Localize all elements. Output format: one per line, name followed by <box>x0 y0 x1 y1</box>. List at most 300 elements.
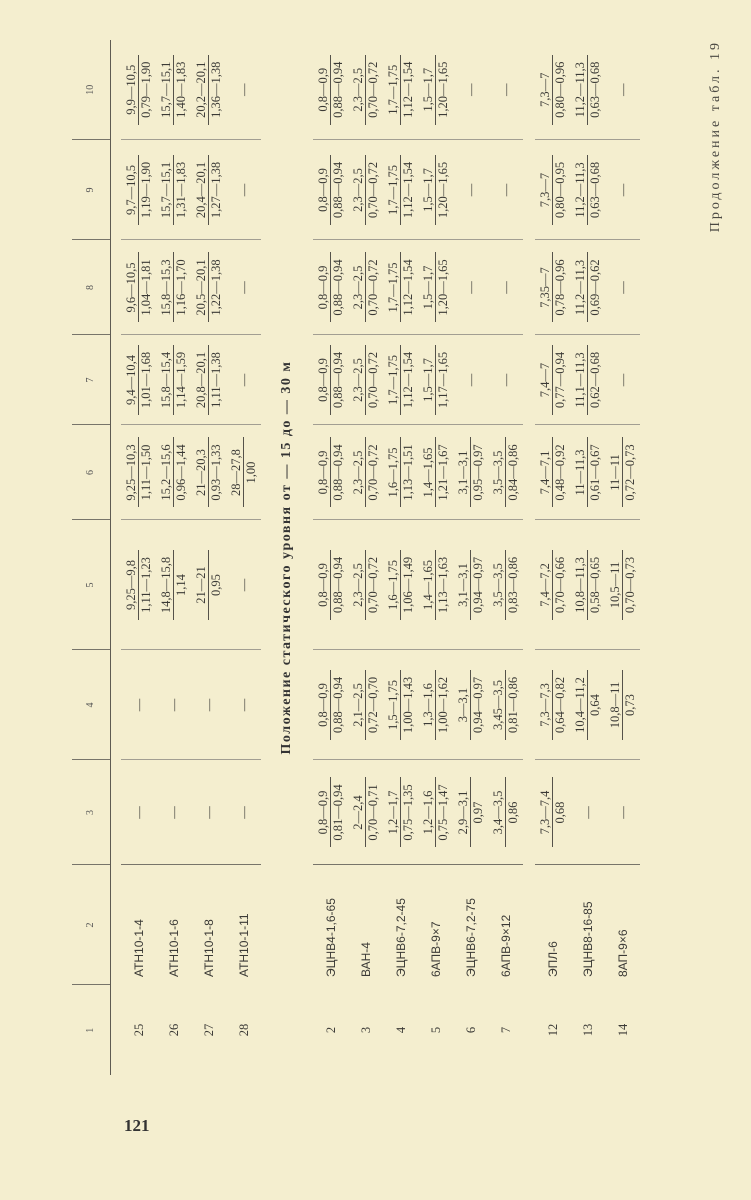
fraction-denominator: 1,12—1,54 <box>401 61 415 118</box>
value-cell <box>453 140 488 240</box>
fraction <box>230 438 257 508</box>
fraction-numerator: 1,6—1,75 <box>387 550 401 620</box>
fraction-denominator: 1,22—1,38 <box>209 259 223 316</box>
fraction-numerator: 0,8—0,9 <box>317 345 331 415</box>
fraction <box>387 55 414 125</box>
fraction-denominator: 1,16—1,70 <box>174 259 188 316</box>
value-cell <box>191 240 226 335</box>
fraction-denominator: 0,70—0,72 <box>366 161 380 219</box>
fraction-denominator: 1,40—1,83 <box>174 61 188 118</box>
empty-dash: — <box>236 806 251 819</box>
fraction-denominator: 0,81—0,86 <box>506 676 520 734</box>
fraction-numerator: 2,9—3,1 <box>457 778 471 848</box>
fraction-numerator: 1,5—1,7 <box>422 155 436 225</box>
pump-model: АТН10-1-6 <box>156 865 191 985</box>
fraction-denominator: 1,20—1,65 <box>436 61 450 118</box>
fraction <box>195 55 222 125</box>
column-number-header: 1 <box>72 985 111 1075</box>
row-number: 12 <box>545 1023 560 1037</box>
fraction-numerator: 10,8—11,3 <box>574 550 588 620</box>
fraction <box>492 778 519 848</box>
value-cell <box>418 335 453 425</box>
fraction-denominator: 0,81—0,94 <box>331 784 345 841</box>
table-row <box>418 40 453 1075</box>
fraction-denominator: 0,93—1,33 <box>209 444 223 501</box>
fraction-numerator: 1,2—1,6 <box>422 778 436 848</box>
value-cell <box>418 520 453 650</box>
fraction <box>492 438 519 508</box>
fraction <box>317 550 344 620</box>
table-row <box>453 40 488 1075</box>
fraction-denominator: 0,70—0,71 <box>366 784 380 841</box>
fraction-numerator: 3—3,1 <box>457 670 471 740</box>
row-number: 5 <box>428 1026 443 1034</box>
value-cell <box>488 650 523 760</box>
fraction-numerator: 1,7—1,75 <box>387 155 401 225</box>
fraction-denominator: 0,61—0,67 <box>588 444 602 501</box>
fraction <box>609 670 636 740</box>
fraction-numerator: 9,4—10,4 <box>125 345 139 415</box>
fraction-numerator: 9,6—10,5 <box>125 253 139 323</box>
fraction-numerator: 1,7—1,75 <box>387 55 401 125</box>
fraction-denominator: 1,14 <box>174 574 188 596</box>
fraction <box>195 345 222 415</box>
value-cell <box>488 140 523 240</box>
fraction-numerator: 7,4—7,2 <box>539 550 553 620</box>
value-cell <box>418 40 453 140</box>
fraction <box>125 253 152 323</box>
fraction-numerator: 15,8—15,4 <box>160 345 174 415</box>
empty-dash: — <box>615 806 630 819</box>
value-cell <box>156 335 191 425</box>
fraction <box>422 55 449 125</box>
value-cell <box>605 520 640 650</box>
page-number: 121 <box>124 1116 150 1135</box>
fraction <box>574 55 601 125</box>
value-cell <box>226 760 261 865</box>
table-row <box>605 40 640 1075</box>
value-cell <box>453 40 488 140</box>
empty-dash: — <box>498 83 513 96</box>
fraction-denominator: 0,64 <box>588 694 602 716</box>
fraction-denominator: 0,94—0,97 <box>471 676 485 734</box>
table-row <box>121 40 156 1075</box>
empty-dash: — <box>131 806 146 819</box>
fraction-numerator: 20,2—20,1 <box>195 55 209 125</box>
fraction <box>160 155 187 225</box>
fraction-numerator: 7,3—7,4 <box>539 778 553 848</box>
fraction-denominator: 0,75—1,47 <box>436 784 450 841</box>
empty-dash: — <box>201 806 216 819</box>
spacer <box>111 40 122 1075</box>
fraction-denominator: 0,86 <box>506 801 520 824</box>
column-number-header: 3 <box>72 760 111 865</box>
fraction-denominator: 1,01—1,68 <box>139 351 153 409</box>
fraction <box>457 670 484 740</box>
value-cell <box>570 520 605 650</box>
value-cell <box>488 335 523 425</box>
fraction <box>422 670 449 740</box>
value-cell <box>313 650 348 760</box>
empty-dash: — <box>498 183 513 197</box>
value-cell <box>156 520 191 650</box>
fraction-numerator: 2,3—2,5 <box>352 438 366 508</box>
value-cell <box>121 425 156 520</box>
fraction-denominator: 0,70—0,72 <box>366 556 380 614</box>
value-cell <box>226 650 261 760</box>
fraction <box>387 253 414 323</box>
fraction-numerator: 2,1—2,5 <box>352 670 366 740</box>
section-title-row <box>261 40 313 1075</box>
fraction <box>609 438 636 508</box>
fraction-numerator: 1,5—1,7 <box>422 253 436 323</box>
value-cell <box>488 425 523 520</box>
column-number-header: 2 <box>72 865 111 985</box>
empty-dash: — <box>236 698 251 712</box>
fraction <box>539 438 566 508</box>
fraction-denominator: 0,72—0,73 <box>623 444 637 501</box>
fraction-denominator: 0,70—0,72 <box>366 259 380 316</box>
fraction <box>195 438 222 508</box>
fraction-denominator: 1,14—1,59 <box>174 351 188 409</box>
value-cell <box>313 520 348 650</box>
value-cell <box>605 425 640 520</box>
value-cell <box>383 335 418 425</box>
empty-dash: — <box>463 183 478 197</box>
fraction-numerator: 10,4—11,2 <box>574 670 588 740</box>
pump-model: 6АПВ-9×12 <box>488 865 523 985</box>
fraction-denominator: 0,88—0,94 <box>331 259 345 316</box>
spacer <box>523 40 535 1075</box>
value-cell <box>313 240 348 335</box>
empty-dash: — <box>236 373 251 387</box>
fraction-numerator: 1,5—1,7 <box>422 345 436 415</box>
value-cell <box>226 140 261 240</box>
value-cell <box>418 140 453 240</box>
fraction-numerator: 20,8—20,1 <box>195 345 209 415</box>
value-cell <box>313 760 348 865</box>
column-number-header: 8 <box>72 240 111 335</box>
fraction-numerator: 10,5—11 <box>609 550 623 620</box>
fraction-numerator: 1,7—1,75 <box>387 253 401 323</box>
fraction-denominator: 1,00—1,62 <box>436 676 450 734</box>
section-title: Положение статического уровня от — 15 до — 30 м <box>279 360 294 755</box>
fraction-numerator: 7,3—7 <box>539 155 553 225</box>
fraction <box>317 155 344 225</box>
value-cell <box>226 425 261 520</box>
fraction <box>352 253 379 323</box>
value-cell <box>226 40 261 140</box>
fraction <box>387 345 414 415</box>
row-number: 3 <box>358 1026 373 1034</box>
fraction <box>492 670 519 740</box>
row-number: 27 <box>201 1023 216 1037</box>
value-cell <box>383 425 418 520</box>
fraction-numerator: 21—20,3 <box>195 438 209 508</box>
empty-dash: — <box>615 373 630 387</box>
fraction <box>539 155 566 225</box>
table-row <box>488 40 523 1075</box>
value-cell <box>383 520 418 650</box>
fraction-numerator: 15,7—15,1 <box>160 155 174 225</box>
fraction-numerator: 2,3—2,5 <box>352 55 366 125</box>
fraction-denominator: 1,31—1,83 <box>174 161 188 219</box>
fraction-denominator: 0,88—0,94 <box>331 556 345 614</box>
value-cell <box>453 335 488 425</box>
fraction <box>160 253 187 323</box>
pump-model: 8АП-9×6 <box>605 865 640 985</box>
fraction-numerator: 1,4—1,65 <box>422 550 436 620</box>
value-cell <box>488 40 523 140</box>
value-cell <box>453 650 488 760</box>
value-cell <box>535 650 570 760</box>
fraction <box>352 670 379 740</box>
value-cell <box>383 760 418 865</box>
value-cell <box>453 520 488 650</box>
fraction-numerator: 2—2,4 <box>352 778 366 848</box>
fraction-denominator: 1,21—1,67 <box>436 444 450 501</box>
value-cell <box>418 425 453 520</box>
fraction-denominator: 0,94—0,97 <box>471 556 485 614</box>
fraction-denominator: 1,00—1,43 <box>401 676 415 734</box>
value-cell <box>191 425 226 520</box>
value-cell <box>570 40 605 140</box>
value-cell <box>535 760 570 865</box>
value-cell <box>570 240 605 335</box>
fraction <box>574 253 601 323</box>
pump-model: ЭЦНВ8-16-85 <box>570 865 605 985</box>
fraction-numerator: 1,5—1,75 <box>387 670 401 740</box>
value-cell <box>535 520 570 650</box>
fraction <box>387 550 414 620</box>
value-cell <box>191 520 226 650</box>
column-number-header: 7 <box>72 335 111 425</box>
table-row <box>226 40 261 1075</box>
value-cell <box>535 40 570 140</box>
fraction <box>539 253 566 323</box>
fraction-numerator: 15,7—15,1 <box>160 55 174 125</box>
fraction-numerator: 21—21 <box>195 550 209 620</box>
empty-dash: — <box>498 281 513 294</box>
value-cell <box>121 650 156 760</box>
column-number-header: 5 <box>72 520 111 650</box>
value-cell <box>605 140 640 240</box>
table-row <box>313 40 348 1075</box>
column-number-header: 9 <box>72 140 111 240</box>
value-cell <box>605 240 640 335</box>
table-row <box>348 40 383 1075</box>
fraction-denominator: 0,69—0,62 <box>588 259 602 316</box>
fraction-numerator: 1,4—1,65 <box>422 438 436 508</box>
fraction-numerator: 11—11,3 <box>574 438 588 508</box>
fraction <box>387 778 414 848</box>
value-cell <box>535 140 570 240</box>
value-cell <box>191 40 226 140</box>
value-cell <box>418 240 453 335</box>
value-cell <box>605 650 640 760</box>
value-cell <box>348 335 383 425</box>
fraction-numerator: 28—27,8 <box>230 438 244 508</box>
value-cell <box>383 40 418 140</box>
fraction-denominator: 0,83—0,86 <box>506 556 520 614</box>
row-number: 6 <box>463 1026 478 1034</box>
row-number: 7 <box>498 1026 513 1034</box>
fraction-denominator: 1,36—1,38 <box>209 61 223 118</box>
value-cell <box>121 760 156 865</box>
fraction-denominator: 1,11—1,50 <box>139 444 153 501</box>
value-cell <box>313 425 348 520</box>
table-row <box>191 40 226 1075</box>
empty-dash: — <box>463 373 478 387</box>
fraction-denominator: 0,95—0,97 <box>471 444 485 501</box>
fraction-denominator: 0,78—0,96 <box>553 259 567 316</box>
fraction-numerator: 0,8—0,9 <box>317 253 331 323</box>
value-cell <box>348 650 383 760</box>
fraction <box>352 155 379 225</box>
fraction <box>125 155 152 225</box>
header-row <box>72 40 111 1075</box>
fraction-denominator: 1,17—1,65 <box>436 351 450 409</box>
fraction <box>160 550 187 620</box>
fraction <box>195 550 222 620</box>
fraction <box>609 550 636 620</box>
fraction <box>160 438 187 508</box>
column-number-header: 4 <box>72 650 111 760</box>
fraction-denominator: 0,70—0,72 <box>366 351 380 409</box>
value-cell <box>348 40 383 140</box>
pump-model: ЭПЛ-6 <box>535 865 570 985</box>
empty-dash: — <box>236 281 251 294</box>
pump-model: АТН10-1-4 <box>121 865 156 985</box>
value-cell <box>418 650 453 760</box>
fraction-denominator: 0,48—0,92 <box>553 444 567 501</box>
fraction-denominator: 0,80—0,95 <box>553 161 567 219</box>
row-number: 13 <box>580 1023 595 1037</box>
value-cell <box>488 240 523 335</box>
value-cell <box>121 140 156 240</box>
value-cell <box>570 335 605 425</box>
fraction-denominator: 1,20—1,65 <box>436 259 450 316</box>
fraction <box>317 670 344 740</box>
pump-model: АТН10-1-11 <box>226 865 261 985</box>
fraction <box>160 345 187 415</box>
fraction-denominator: 1,13—1,63 <box>436 556 450 614</box>
fraction <box>492 550 519 620</box>
fraction <box>539 778 566 848</box>
column-number-header: 6 <box>72 425 111 520</box>
value-cell <box>313 335 348 425</box>
table-row <box>570 40 605 1075</box>
value-cell <box>191 335 226 425</box>
fraction <box>352 345 379 415</box>
pump-table <box>72 40 640 1075</box>
fraction <box>574 670 601 740</box>
fraction <box>317 345 344 415</box>
empty-dash: — <box>463 83 478 96</box>
pump-model: АТН10-1-8 <box>191 865 226 985</box>
empty-dash: — <box>236 83 251 96</box>
fraction-denominator: 0,97 <box>471 801 485 824</box>
value-cell <box>383 140 418 240</box>
empty-dash: — <box>580 806 595 819</box>
fraction-numerator: 0,8—0,9 <box>317 55 331 125</box>
fraction <box>352 550 379 620</box>
fraction-denominator: 0,63—0,68 <box>588 161 602 219</box>
fraction-denominator: 1,00 <box>244 461 258 484</box>
empty-dash: — <box>498 373 513 387</box>
value-cell <box>348 760 383 865</box>
fraction <box>125 345 152 415</box>
fraction-denominator: 0,88—0,94 <box>331 161 345 219</box>
fraction <box>317 253 344 323</box>
value-cell <box>348 425 383 520</box>
fraction <box>125 438 152 508</box>
fraction-numerator: 15,2—15,6 <box>160 438 174 508</box>
fraction <box>422 253 449 323</box>
fraction-numerator: 7,4—7 <box>539 345 553 415</box>
value-cell <box>191 760 226 865</box>
empty-dash: — <box>131 698 146 712</box>
fraction <box>317 438 344 508</box>
fraction-numerator: 3,5—3,5 <box>492 438 506 508</box>
row-number: 14 <box>615 1023 630 1037</box>
value-cell <box>348 140 383 240</box>
fraction-numerator: 3,4—3,5 <box>492 778 506 848</box>
fraction-numerator: 1,3—1,6 <box>422 670 436 740</box>
fraction <box>574 155 601 225</box>
fraction-numerator: 9,25—10,3 <box>125 438 139 508</box>
fraction-denominator: 0,70—0,66 <box>553 556 567 614</box>
fraction-denominator: 1,06—1,49 <box>401 556 415 614</box>
fraction-denominator: 0,75—1,35 <box>401 784 415 841</box>
fraction-denominator: 0,79—1,90 <box>139 61 153 118</box>
fraction-numerator: 2,3—2,5 <box>352 253 366 323</box>
fraction-denominator: 0,88—0,94 <box>331 676 345 734</box>
pump-model: ЭЦНВ6-7,2-75 <box>453 865 488 985</box>
fraction-denominator: 0,88—0,94 <box>331 351 345 409</box>
fraction-denominator: 0,88—0,94 <box>331 61 345 118</box>
fraction-numerator: 15,8—15,3 <box>160 253 174 323</box>
value-cell <box>156 40 191 140</box>
fraction <box>125 55 152 125</box>
fraction <box>125 550 152 620</box>
fraction-numerator: 11,2—11,3 <box>574 55 588 125</box>
value-cell <box>570 425 605 520</box>
value-cell <box>570 760 605 865</box>
fraction <box>352 55 379 125</box>
pump-model: ЭЦНВ6-7,2-45 <box>383 865 418 985</box>
value-cell <box>605 335 640 425</box>
fraction-denominator: 1,04—1,81 <box>139 259 153 316</box>
fraction-denominator: 0,70—0,73 <box>623 556 637 614</box>
fraction-denominator: 1,11—1,23 <box>139 557 153 613</box>
fraction-numerator: 2,3—2,5 <box>352 155 366 225</box>
fraction-numerator: 0,8—0,9 <box>317 438 331 508</box>
fraction-numerator: 1,6—1,75 <box>387 438 401 508</box>
value-cell <box>226 520 261 650</box>
fraction-numerator: 3,45—3,5 <box>492 670 506 740</box>
fraction <box>352 778 379 848</box>
fraction <box>574 345 601 415</box>
row-number: 2 <box>323 1026 338 1034</box>
row-number: 25 <box>131 1023 146 1037</box>
empty-dash: — <box>463 281 478 294</box>
value-cell <box>605 40 640 140</box>
fraction-denominator: 0,72—0,70 <box>366 676 380 734</box>
fraction-numerator: 3,5—3,5 <box>492 550 506 620</box>
value-cell <box>348 240 383 335</box>
fraction <box>422 550 449 620</box>
